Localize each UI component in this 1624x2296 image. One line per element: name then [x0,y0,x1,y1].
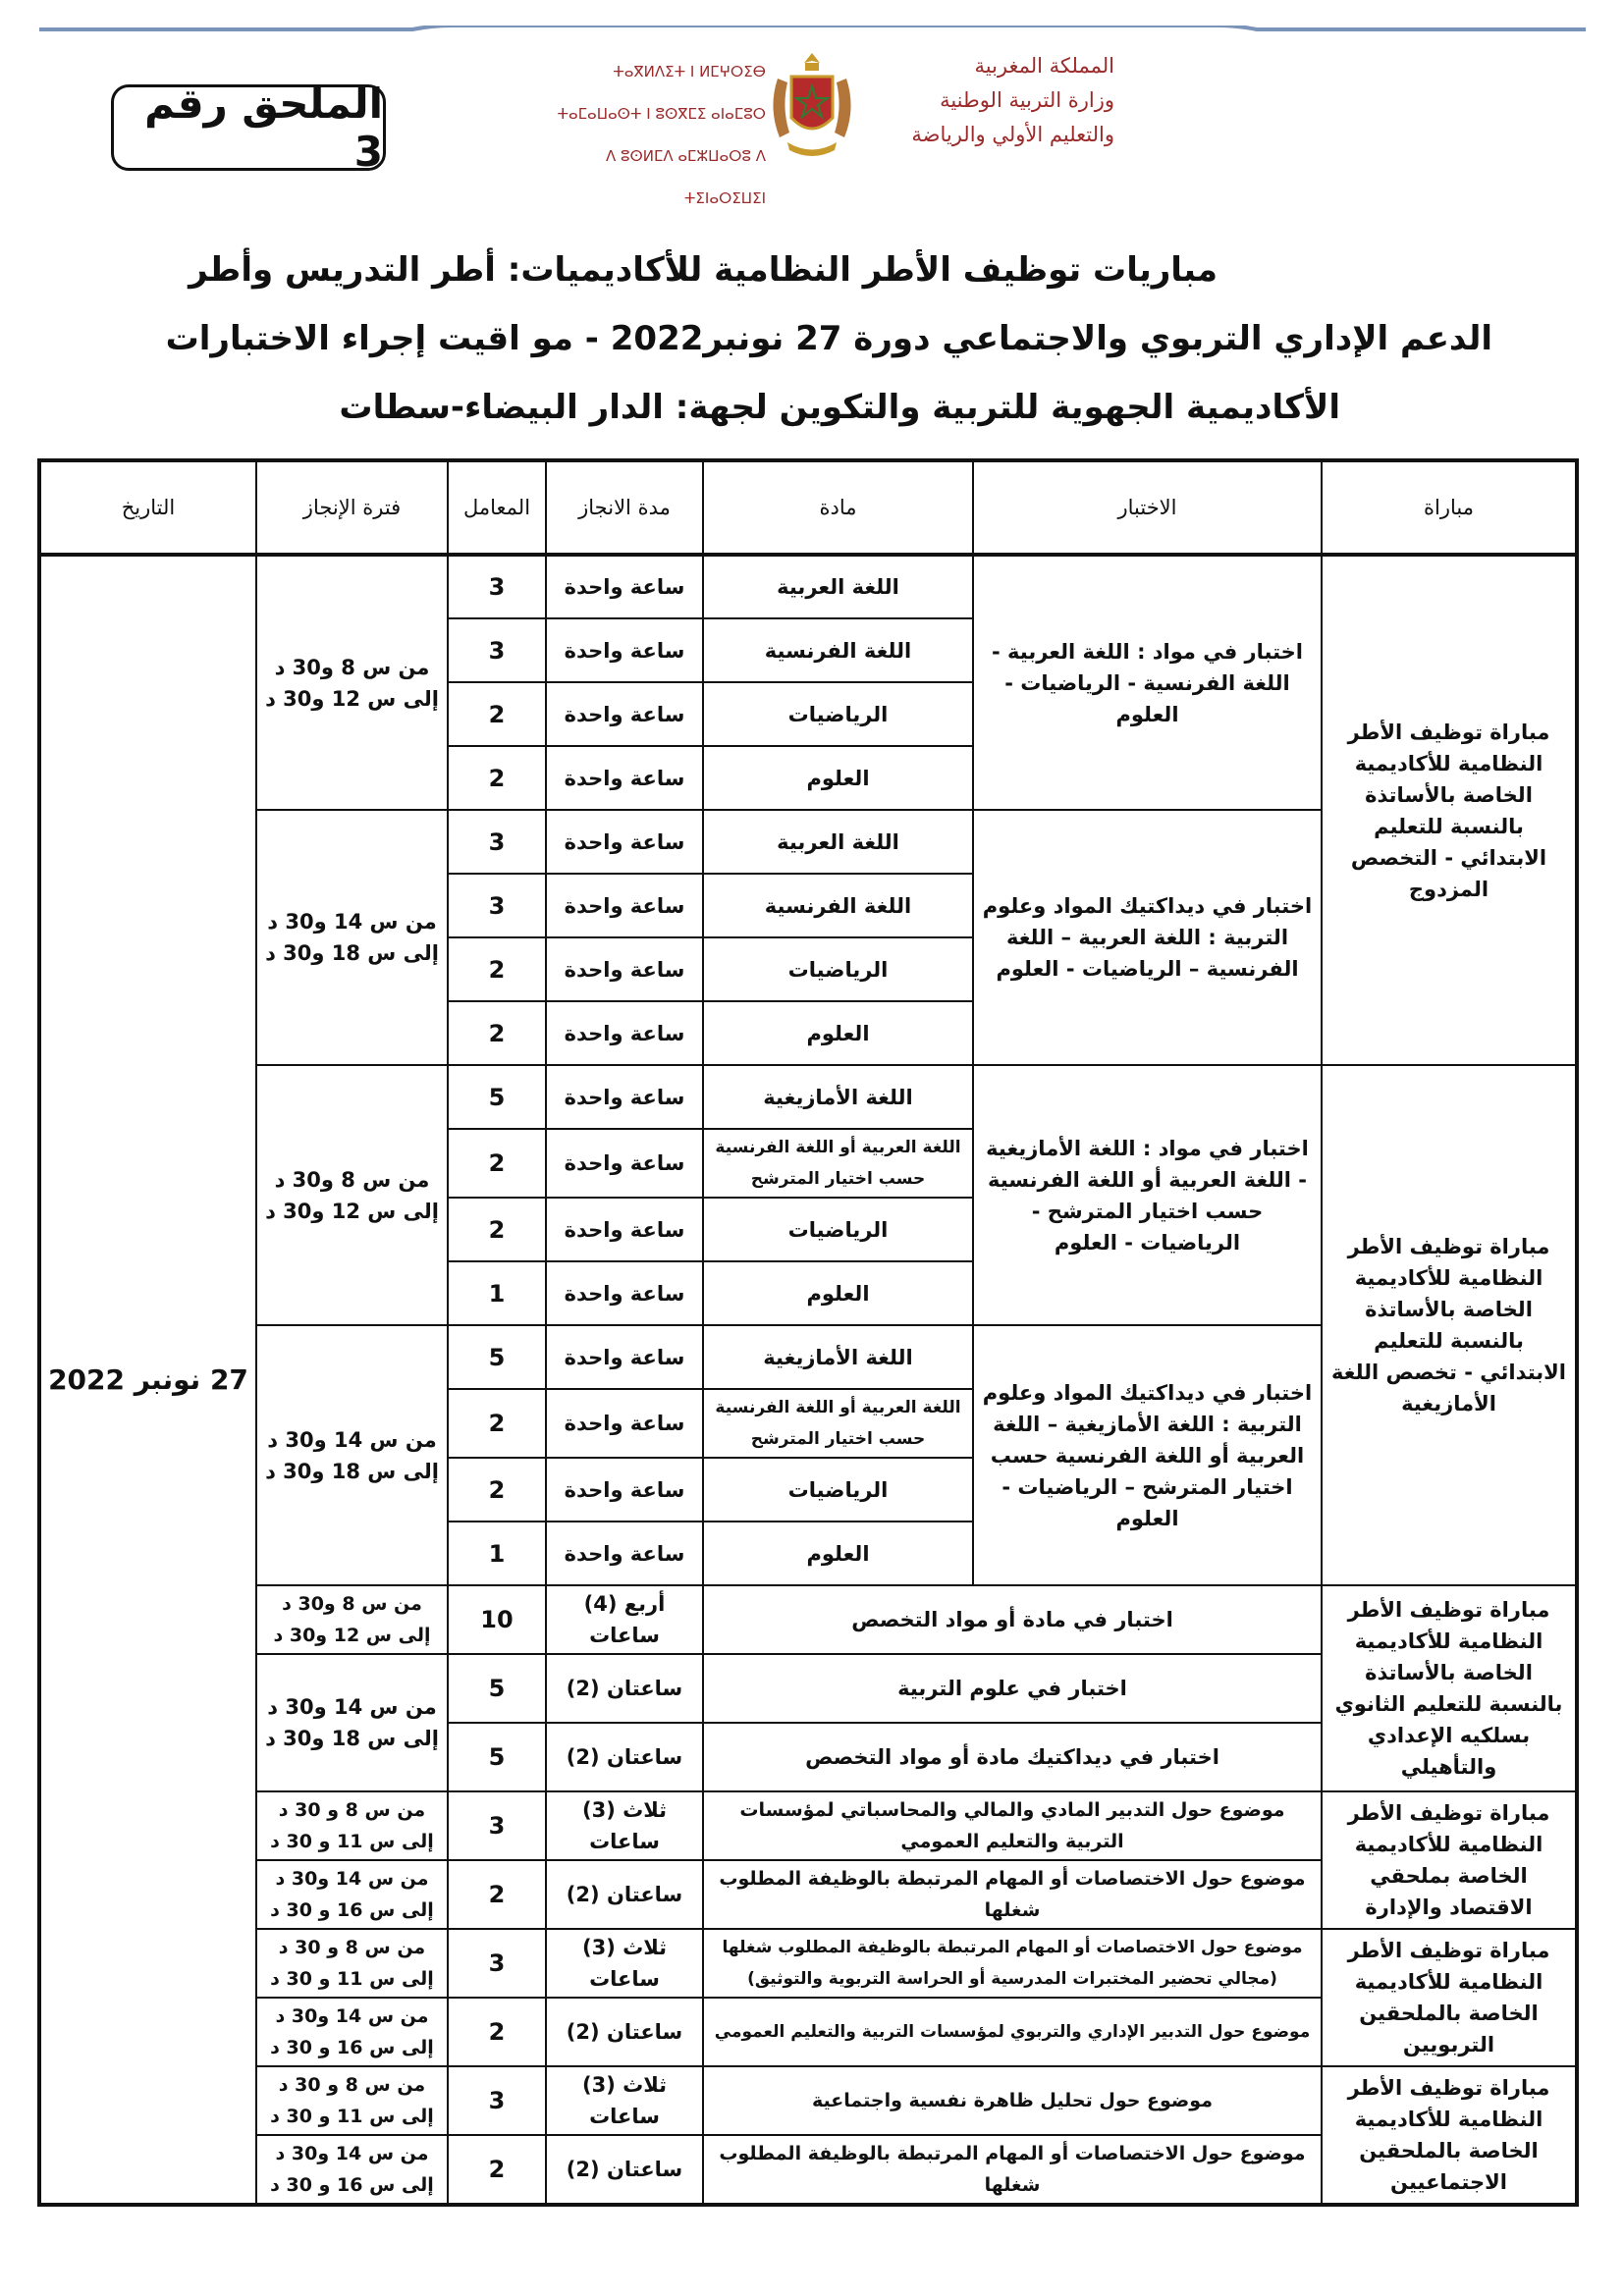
exam-dual-didactics: اختبار في ديداكتيك المواد وعلوم التربية : اللغة العربية – اللغة الفرنسية – الرياضيات - العلوم [973,810,1322,1065]
competition-social: مباراة توظيف الأطر النظامية للأكاديمية الخاصة بالملحقين الاجتماعيين [1322,2066,1577,2205]
duration-cell: ساعة واحدة [546,1458,703,1522]
header-subject: مادة [703,460,973,555]
exam-social-1: موضوع حول تحليل ظاهرة نفسية واجتماعية [703,2066,1322,2135]
coefficient-cell: 5 [448,1654,546,1723]
title-line-3: الأكاديمية الجهوية للتربية والتكوين لجهة: الدار البيضاء-سطات [339,388,1340,427]
period-cell: من س 8 و 30 د إلى س 11 و 30 د [256,1791,448,1860]
ministry-name-arabic [849,49,1114,152]
schedule-table [37,458,1579,2207]
coefficient-cell: 2 [448,682,546,746]
title-line-2: الدعم الإداري التربوي والاجتماعي دورة 27 نونبر2022 - مو اقيت إجراء الاختبارات [165,319,1492,358]
period-cell: من س 8 و30 د إلى س 12 و30 د [256,1585,448,1654]
ministry-ar-line-1: المملكة المغربية [974,54,1114,78]
coefficient-cell: 5 [448,1723,546,1791]
exam-pedagogic-1: موضوع حول الاختصاصات أو المهام المرتبطة بالوظيفة المطلوب شغلها (مجالي تحضير المختبرات المدرسية أو الحراسة التربوية والتوثيق) [703,1929,1322,1998]
table-row [39,2066,1577,2135]
coefficient-cell: 3 [448,1929,546,1998]
duration-cell: ساعة واحدة [546,682,703,746]
coefficient-cell: 2 [448,1998,546,2066]
duration-cell: أربع (4) ساعات [546,1585,703,1654]
duration-cell: ساعتان (2) [546,1654,703,1723]
period-cell: من س 8 و 30 د إلى س 11 و 30 د [256,1929,448,1998]
duration-cell: ساعة واحدة [546,874,703,937]
duration-cell: ثلاث (3) ساعات [546,1929,703,1998]
coefficient-cell: 10 [448,1585,546,1654]
exam-secondary-specialty: اختبار في مادة أو مواد التخصص [703,1585,1322,1654]
subject-cell: اللغة العربية [703,810,973,874]
duration-cell: ساعة واحدة [546,1198,703,1261]
header-competition: مباراة [1322,460,1577,555]
subject-cell: اللغة العربية [703,555,973,618]
subject-cell: اللغة الأمازيغية [703,1325,973,1389]
competition-secondary: مباراة توظيف الأطر النظامية للأكاديمية الخاصة بالأساتذة بالنسبة للتعليم الثانوي بسلكيه الإعدادي والتأهيلي [1322,1585,1577,1791]
subject-cell: الرياضيات [703,1198,973,1261]
duration-cell: ساعتان (2) [546,1860,703,1929]
exam-amazigh-didactics: اختبار في ديداكتيك المواد وعلوم التربية : اللغة الأمازيغية – اللغة العربية أو اللغة الفرنسية حسب اختيار المترشح – الرياضيات - العلوم [973,1325,1322,1585]
table-row [39,1791,1577,1860]
subject-cell: اللغة الأمازيغية [703,1065,973,1129]
competition-economy: مباراة توظيف الأطر النظامية للأكاديمية الخاصة بملحقي الاقتصاد والإدارة [1322,1791,1577,1929]
subject-cell: الرياضيات [703,937,973,1001]
table-row [39,555,1577,618]
coefficient-cell: 2 [448,1001,546,1065]
period-cell: من س 8 و 30 د إلى س 11 و 30 د [256,2066,448,2135]
table-header-row [39,460,1577,555]
period-cell: من س 14 و30 د إلى س 16 و 30 د [256,1860,448,1929]
subject-cell: العلوم [703,1001,973,1065]
coefficient-cell: 2 [448,2135,546,2205]
coefficient-cell: 2 [448,1389,546,1458]
exam-secondary-education: اختبار في علوم التربية [703,1654,1322,1723]
page-title [137,236,1492,442]
duration-cell: ساعة واحدة [546,1522,703,1585]
subject-cell: العلوم [703,1522,973,1585]
exam-amazigh-subjects: اختبار في مواد : اللغة الأمازيغية - اللغة العربية أو اللغة الفرنسية حسب اختيار المترشح - الرياضيات - العلوم [973,1065,1322,1325]
date-cell: 27 نونبر 2022 [39,555,256,2205]
subject-cell: الرياضيات [703,1458,973,1522]
duration-cell: ساعة واحدة [546,1325,703,1389]
table-row [39,1585,1577,1654]
ministry-name-tifinagh [520,51,766,220]
ministry-tz-line-2: ⵜⴰⵎⴰⵡⴰⵙⵜ ⵏ ⵓⵙⴳⵎⵉ ⴰⵏⴰⵎⵓⵔ [557,105,766,123]
coefficient-cell: 2 [448,746,546,810]
coefficient-cell: 2 [448,1129,546,1198]
header-exam: الاختبار [973,460,1322,555]
coefficient-cell: 3 [448,555,546,618]
coefficient-cell: 5 [448,1065,546,1129]
duration-cell: ساعتان (2) [546,2135,703,2205]
subject-cell: الرياضيات [703,682,973,746]
period-cell: من س 14 و30 د إلى س 16 و 30 د [256,1998,448,2066]
duration-cell: ساعة واحدة [546,1129,703,1198]
coefficient-cell: 3 [448,874,546,937]
coefficient-cell: 3 [448,2066,546,2135]
header-date: التاريخ [39,460,256,555]
competition-primary-dual: مباراة توظيف الأطر النظامية للأكاديمية الخاصة بالأساتذة بالنسبة للتعليم الابتدائي - التخصص المزدوج [1322,555,1577,1065]
coefficient-cell: 5 [448,1325,546,1389]
duration-cell: ساعة واحدة [546,810,703,874]
duration-cell: ساعة واحدة [546,1065,703,1129]
subject-cell: العلوم [703,1261,973,1325]
header-coefficient: المعامل [448,460,546,555]
title-line-1: مباريات توظيف الأطر النظامية للأكاديميات: أطر التدريس وأطر [189,250,1218,290]
ministry-tz-line-3: ⴷ ⵓⵙⵍⵎⴷ ⴰⵎⵣⵡⴰⵔⵓ ⴷ ⵜⵉⵏⴰⵔⵉⵡⵉⵏ [605,147,766,207]
duration-cell: ساعة واحدة [546,1389,703,1458]
ministry-tz-line-1: ⵜⴰⴳⵍⴷⵉⵜ ⵏ ⵍⵎⵖⵔⵉⴱ [613,63,766,80]
table-row [39,1065,1577,1129]
competition-pedagogic: مباراة توظيف الأطر النظامية للأكاديمية الخاصة بالملحقين التربويين [1322,1929,1577,2066]
coefficient-cell: 2 [448,1458,546,1522]
exam-dual-subjects: اختبار في مواد : اللغة العربية - اللغة الفرنسية - الرياضيات - العلوم [973,555,1322,810]
period-cell: من س 8 و30 د إلى س 12 و30 د [256,555,448,810]
coefficient-cell: 3 [448,810,546,874]
duration-cell: ساعة واحدة [546,1001,703,1065]
moroccan-royal-emblem-icon [768,49,856,162]
period-cell: من س 14 و30 د إلى س 16 و 30 د [256,2135,448,2205]
duration-cell: ساعة واحدة [546,746,703,810]
ministry-ar-line-2: وزارة التربية الوطنية [940,88,1114,112]
annex-label: الملحق رقم 3 [111,84,386,171]
exam-economy-2: موضوع حول الاختصاصات أو المهام المرتبطة بالوظيفة المطلوب شغلها [703,1860,1322,1929]
period-cell: من س 14 و30 د إلى س 18 و30 د [256,810,448,1065]
duration-cell: ساعتان (2) [546,1723,703,1791]
period-cell: من س 14 و30 د إلى س 18 و30 د [256,1325,448,1585]
header-duration: مدة الانجاز [546,460,703,555]
coefficient-cell: 1 [448,1261,546,1325]
duration-cell: ساعة واحدة [546,937,703,1001]
subject-cell: اللغة العربية أو اللغة الفرنسية حسب اختيار المترشح [703,1389,973,1458]
period-cell: من س 14 و30 د إلى س 18 و30 د [256,1654,448,1791]
header-decorative-line [39,26,1586,33]
coefficient-cell: 2 [448,1860,546,1929]
coefficient-cell: 3 [448,1791,546,1860]
exam-economy-1: موضوع حول التدبير المادي والمالي والمحاسباتي لمؤسسات التربية والتعليم العمومي [703,1791,1322,1860]
header-period: فترة الإنجاز [256,460,448,555]
duration-cell: ثلاث (3) ساعات [546,1791,703,1860]
coefficient-cell: 1 [448,1522,546,1585]
exam-secondary-didactics: اختبار في ديداكتيك مادة أو مواد التخصص [703,1723,1322,1791]
period-cell: من س 8 و30 د إلى س 12 و30 د [256,1065,448,1325]
duration-cell: ساعة واحدة [546,1261,703,1325]
table-row [39,1929,1577,1998]
duration-cell: ساعة واحدة [546,618,703,682]
subject-cell: اللغة الفرنسية [703,874,973,937]
subject-cell: اللغة العربية أو اللغة الفرنسية حسب اختيار المترشح [703,1129,973,1198]
exam-pedagogic-2: موضوع حول التدبير الإداري والتربوي لمؤسسات التربية والتعليم العمومي [703,1998,1322,2066]
coefficient-cell: 2 [448,937,546,1001]
subject-cell: اللغة الفرنسية [703,618,973,682]
subject-cell: العلوم [703,746,973,810]
competition-primary-amazigh: مباراة توظيف الأطر النظامية للأكاديمية الخاصة بالأساتذة بالنسبة للتعليم الابتدائي - تخصص اللغة الأمازيغية [1322,1065,1577,1585]
ministry-ar-line-3: والتعليم الأولي والرياضة [911,123,1114,146]
coefficient-cell: 3 [448,618,546,682]
exam-social-2: موضوع حول الاختصاصات أو المهام المرتبطة بالوظيفة المطلوب شغلها [703,2135,1322,2205]
duration-cell: ساعة واحدة [546,555,703,618]
duration-cell: ثلاث (3) ساعات [546,2066,703,2135]
duration-cell: ساعتان (2) [546,1998,703,2066]
coefficient-cell: 2 [448,1198,546,1261]
